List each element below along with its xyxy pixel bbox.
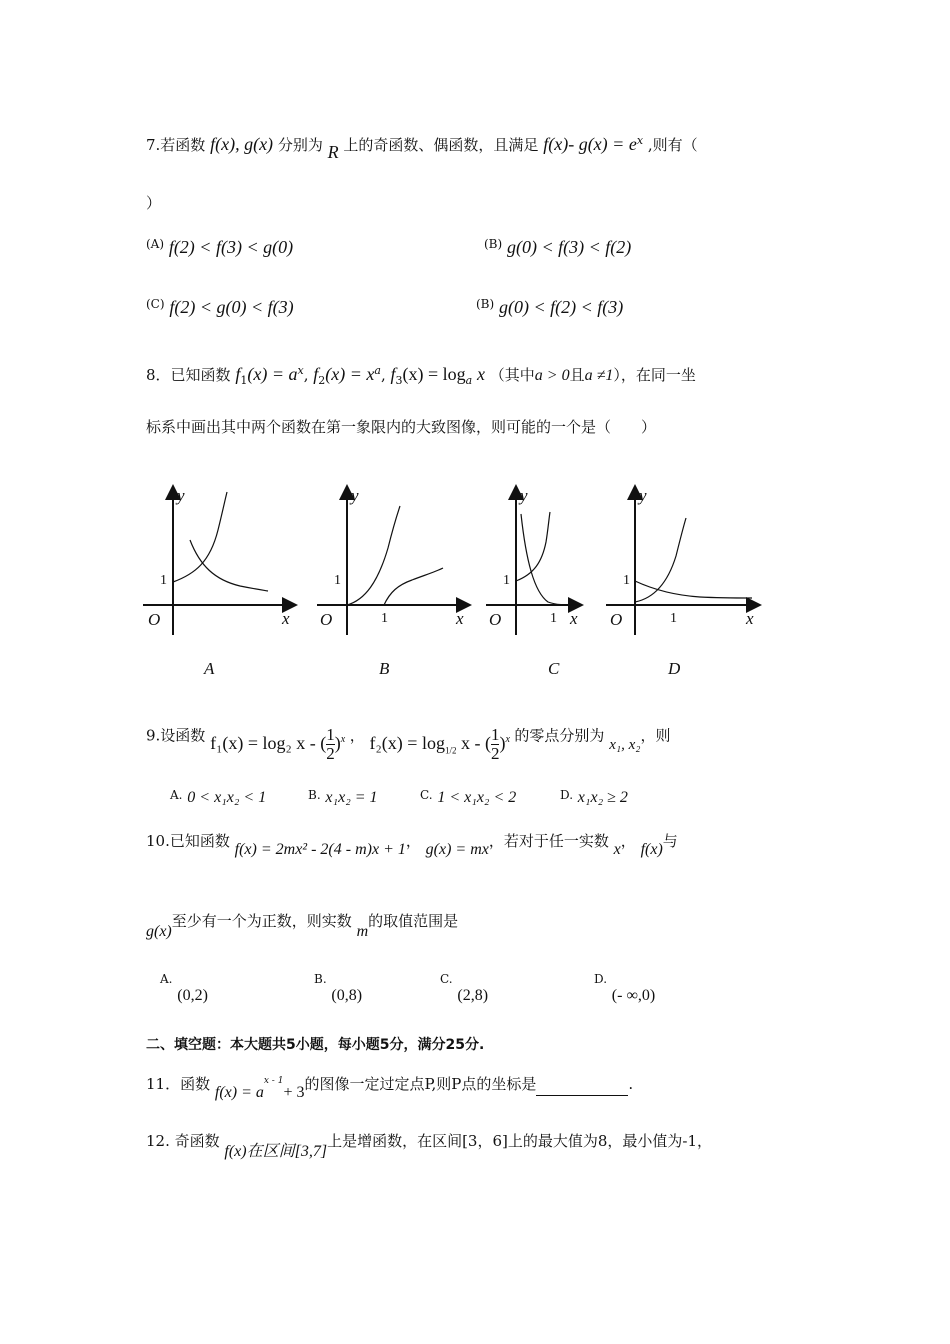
q10-option-a: $^{A.}$ (0,2) bbox=[160, 972, 208, 1004]
graph-a-origin: O bbox=[148, 610, 161, 629]
graph-d-x-label: x bbox=[746, 609, 754, 628]
q12-line: 12. 奇函数 f(x)在区间[3,7]上是增函数，在区间[3，6]上的最大值为8，最小值为-1， bbox=[146, 1132, 713, 1160]
q7-option-c: $^{(C)}$ f(2) < g(0) < f(3) bbox=[146, 297, 294, 317]
q7-close: ） bbox=[146, 194, 162, 212]
graph-d-origin: O bbox=[610, 610, 623, 629]
graph-c-y-label: y bbox=[520, 486, 528, 505]
q7-option-d: $^{(B)}$ g(0) < f(2) < f(3) bbox=[476, 297, 624, 317]
graph-b-origin: O bbox=[320, 610, 333, 629]
q9-option-b: $^{B.}$ x₁x₂ = 1 bbox=[308, 788, 378, 806]
q10-option-b: $^{B.}$ (0,8) bbox=[314, 972, 363, 1004]
graph-b-one-y: 1 bbox=[334, 573, 341, 588]
q9-option-a: $^{A.}$ 0 < x₁x₂ < 1 bbox=[170, 788, 267, 806]
graph-b-one-x: 1 bbox=[381, 611, 388, 626]
q9-option-d: $^{D.}$ x₁x₂ ≥ 2 bbox=[560, 788, 628, 806]
q8-line1: 8．已知函数 $f_1(x) = a^x$, $f_2(x) = x^a$, $f_3(x) = \log_a x$ （其中a > 0且a ≠1），在同一坐 bbox=[146, 364, 696, 387]
graph-b-y-label: y bbox=[351, 486, 359, 505]
graph-b-label: B bbox=[379, 659, 390, 678]
q8-line2: 标系中画出其中两个函数在第一象限内的大致图像，则可能的一个是（ ） bbox=[146, 418, 657, 436]
graph-a-x-label: x bbox=[282, 609, 290, 628]
q10-line1: 10.已知函数 f(x) = 2mx² - 2(4 - m)x + 1， g(x) = mx，若对于任一实数 x， f(x)与 bbox=[146, 832, 678, 858]
graph-b-curve-log bbox=[384, 568, 443, 605]
graph-b-x-label: x bbox=[456, 609, 464, 628]
graph-c-origin: O bbox=[489, 610, 502, 629]
q9-line1: 9.设函数 f₁(x) = log₂ x - ( $\frac{1}{2}$ )$^x$ ， $f_2(x) = \log_{1/2} x$ - ( $\frac{1}{2}$ )$^x$ 的零点分别为 x₁, x₂，则 bbox=[146, 725, 671, 763]
q7-equation: f(x)- g(x) = e bbox=[543, 134, 637, 154]
graph-d-y-label: y bbox=[639, 486, 647, 505]
q8-graphs bbox=[0, 470, 950, 685]
graph-c-label: C bbox=[548, 659, 560, 678]
q7-R: R bbox=[327, 142, 339, 162]
graph-c-one-y: 1 bbox=[503, 573, 510, 588]
q10-line2: g(x)至少有一个为正数，则实数 m的取值范围是 bbox=[146, 912, 459, 940]
q7-fg: f(x), g(x) bbox=[210, 134, 274, 154]
q7-line1: 7.若函数 f(x), g(x) 分别为 R 上的奇函数、偶函数，且满足 f(x)- $g(x) = e^x$ ,则有（ bbox=[146, 134, 698, 162]
graph-a-y-label: y bbox=[177, 486, 185, 505]
graph-a-curve-decay bbox=[190, 540, 268, 591]
graph-a-label: A bbox=[204, 659, 215, 678]
q11-answer-blank[interactable] bbox=[536, 1081, 628, 1096]
graph-d-one-y: 1 bbox=[623, 573, 630, 588]
q7-option-a: $^{(A)}$ f(2) < f(3) < g(0) bbox=[146, 237, 294, 257]
graph-c-x-label: x bbox=[570, 609, 578, 628]
graph-d-one-x: 1 bbox=[670, 611, 677, 626]
q9-option-c: $^{C.}$ 1 < x₁x₂ < 2 bbox=[420, 788, 517, 806]
graph-a-one-y: 1 bbox=[160, 573, 167, 588]
q11-line: 11．函数 $f(x) = a^{x - 1}+ 3$的图像一定过定点P,则P点的坐标是 . bbox=[146, 1075, 634, 1101]
graph-d-label: D bbox=[668, 659, 681, 678]
q9-f1: f₁(x) = log₂ x - ( $\frac{1}{2}$ )$^x$ bbox=[210, 725, 346, 763]
q9-f2: $f_2(x) = \log_{1/2} x$ - ( $\frac{1}{2}$ )$^x$ bbox=[369, 725, 510, 763]
q10-option-c: $^{C.}$ (2,8) bbox=[440, 972, 489, 1004]
q7-option-b: $^{(B)}$ g(0) < f(3) < f(2) bbox=[484, 237, 632, 257]
graph-c-curve-exp bbox=[516, 512, 550, 581]
graph-d-curve-decay bbox=[635, 581, 752, 598]
graph-d-curve-exp bbox=[635, 518, 686, 602]
q10-option-d: $^{D.}$ (- ∞,0) bbox=[594, 972, 656, 1004]
graph-b-curve-exp bbox=[347, 506, 400, 605]
graph-c-one-x: 1 bbox=[550, 611, 557, 626]
section-fill-blank-heading: 二、填空题：本大题共5小题，每小题5分，满分25分. bbox=[146, 1037, 485, 1053]
